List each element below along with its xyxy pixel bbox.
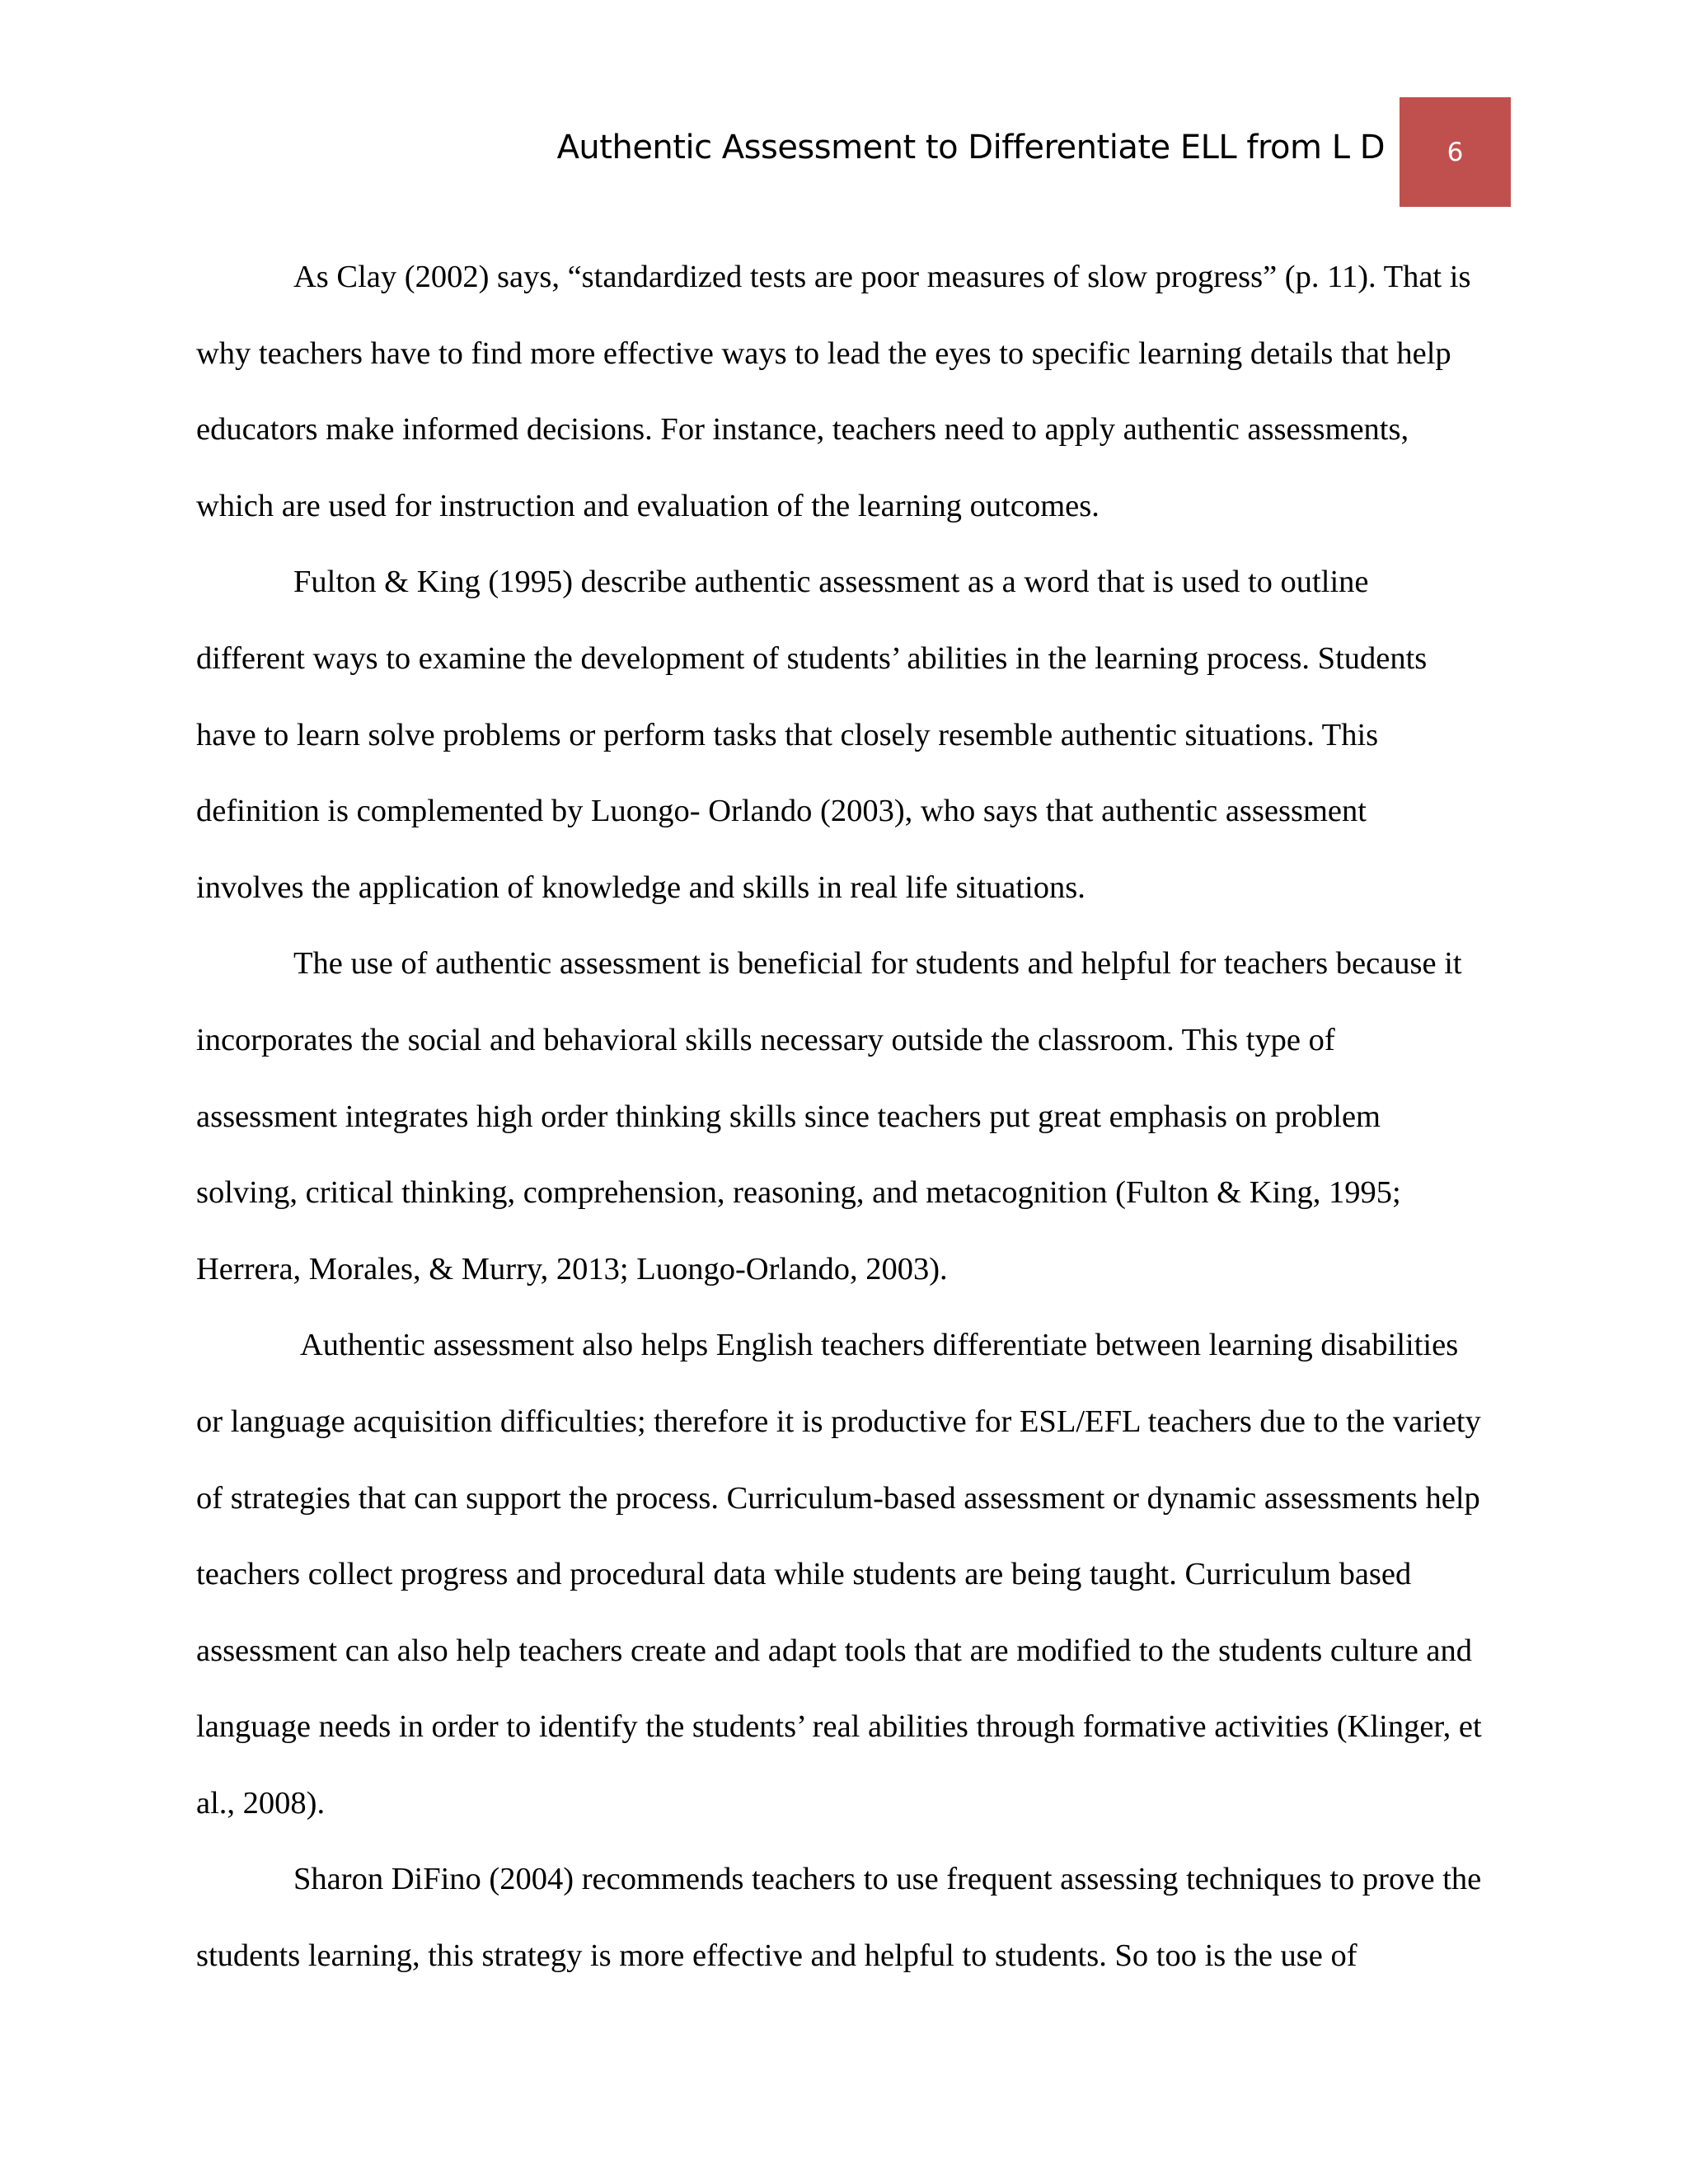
body-text	[196, 239, 1482, 1994]
running-header	[412, 97, 1385, 209]
paragraph: Authentic assessment also helps English teachers differentiate between learning disabilities or language acquisition difficulties; therefore it is productive for ESL/EFL teachers due to the variety of strategies that can support the process. Curriculum-based assessment or dynamic assessments help teachers collect progress and procedural data while students are being taught. Curriculum based assessment can also help teachers create and adapt tools that are modified to the students culture and language needs in order to identify the students’ real abilities through formative activities (Klinger, et al., 2008).	[196, 1328, 1482, 1821]
paragraph: Fulton & King (1995) describe authentic assessment as a word that is used to outline different ways to examine the development of students’ abilities in the learning process. Students have to learn solve problems or perform tasks that closely resemble authentic situations. This definition is complemented by Luongo- Orlando (2003), who says that authentic assessment involves the application of knowledge and skills in real life situations.	[196, 565, 1428, 905]
running-title: Authentic Assessment to Differentiate ELL from L D	[556, 129, 1385, 166]
paragraph: Sharon DiFino (2004) recommends teachers to use frequent assessing techniques to prove the students learning, this strategy is more effective and helpful to students. So too is the use of	[196, 1862, 1482, 1974]
page-number: 6	[1447, 137, 1464, 167]
page-number-badge	[1400, 97, 1511, 207]
paragraph: The use of authentic assessment is beneficial for students and helpful for teachers because it incorporates the social and behavioral skills necessary outside the classroom. This type of assessment integrates high order thinking skills since teachers put great emphasis on problem solving, critical thinking, comprehension, reasoning, and metacognition (Fulton & King, 1995; Herrera, Morales, & Murry, 2013; Luongo-Orlando, 2003).	[196, 946, 1462, 1286]
paragraph: As Clay (2002) says, “standardized tests are poor measures of slow progress” (p. 11). That is why teachers have to find more effective ways to lead the eyes to specific learning details that help educators make informed decisions. For instance, teachers need to apply authentic assessments, which are used for instruction and evaluation of the learning outcomes.	[196, 260, 1471, 523]
